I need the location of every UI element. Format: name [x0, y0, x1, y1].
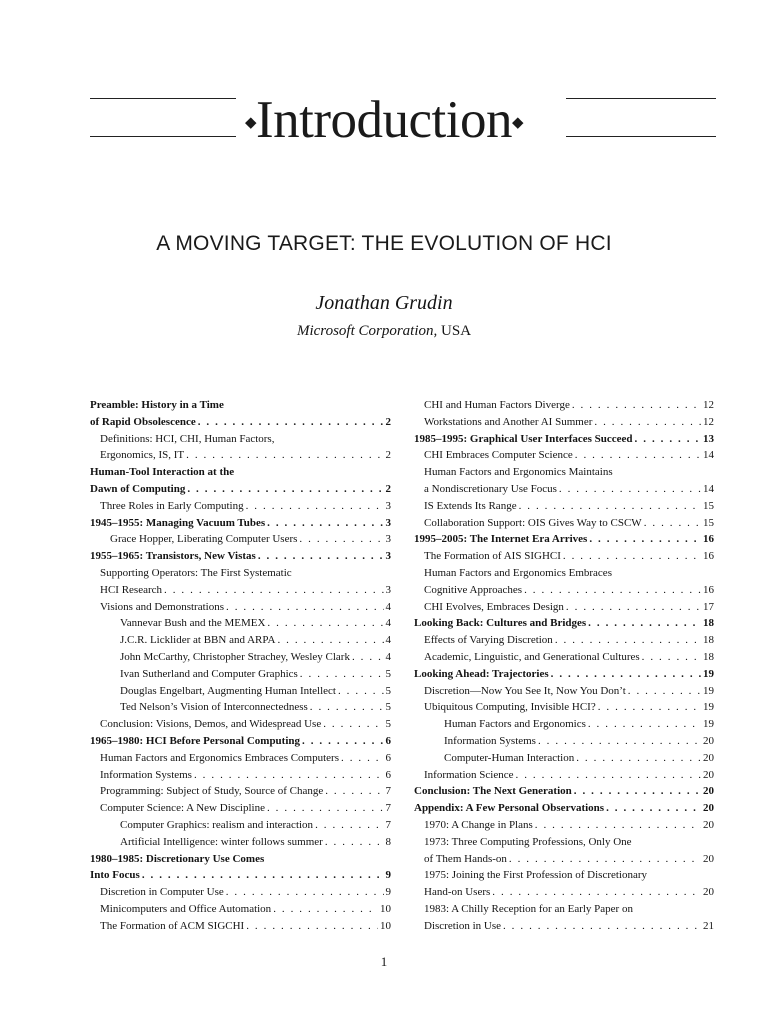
toc-entry-title: Dawn of Computing [90, 482, 186, 495]
toc-dot-leader [535, 817, 701, 834]
toc-dot-leader [538, 733, 701, 750]
toc-entry-page: 8 [385, 835, 391, 848]
toc-entry-page: 20 [703, 852, 714, 865]
toc-entry [90, 683, 391, 700]
toc-entry [90, 867, 391, 884]
toc-entry-page: 12 [703, 415, 714, 428]
toc-dot-leader [589, 531, 701, 548]
chapter-title [0, 82, 768, 163]
toc-entry [414, 884, 714, 901]
toc-entry [414, 582, 714, 599]
toc-entry-title: Information Systems [100, 768, 192, 781]
toc-entry [90, 414, 391, 431]
toc-entry [414, 901, 714, 918]
toc-dot-leader [142, 867, 384, 884]
toc-dot-leader [492, 884, 701, 901]
toc-entry-title: 1983: A Chilly Reception for an Early Paper on [424, 902, 633, 915]
toc-entry [414, 599, 714, 616]
toc-entry-title: Three Roles in Early Computing [100, 499, 244, 512]
toc-dot-leader [198, 414, 384, 431]
toc-entry [414, 397, 714, 414]
toc-entry [414, 918, 714, 935]
affiliation-org: Microsoft Corporation, [296, 323, 438, 339]
toc-entry-title: IS Extends Its Range [424, 499, 517, 512]
toc-entry [414, 615, 714, 632]
toc-entry [90, 531, 391, 548]
toc-dot-leader [277, 632, 383, 649]
toc-entry [90, 498, 391, 515]
toc-dot-leader [273, 901, 378, 918]
toc-entry-page: 18 [703, 617, 714, 630]
toc-entry [90, 699, 391, 716]
toc-entry-title: Douglas Engelbart, Augmenting Human Intellect [120, 684, 336, 697]
toc-entry-page: 7 [385, 818, 391, 831]
toc-entry [414, 733, 714, 750]
toc-dot-leader [606, 800, 701, 817]
toc-entry-page: 2 [385, 482, 391, 495]
toc-entry-title: Into Focus [90, 869, 140, 882]
toc-entry-title: Human-Tool Interaction at the [90, 466, 235, 479]
toc-entry-page: 20 [703, 785, 714, 798]
toc-entry [90, 884, 391, 901]
toc-entry-title: Artificial Intelligence: winter follows summer [120, 835, 323, 848]
toc-entry-title: CHI and Human Factors Diverge [424, 399, 570, 411]
toc-entry [90, 851, 391, 868]
toc-dot-leader [325, 783, 383, 800]
toc-entry [90, 733, 391, 750]
toc-entry-title: Programming: Subject of Study, Source of Change [100, 785, 324, 798]
toc-dot-leader [267, 800, 384, 817]
toc-entry [414, 464, 714, 481]
toc-entry [414, 649, 714, 666]
toc-dot-leader [524, 582, 701, 599]
toc-dot-leader [299, 531, 383, 548]
chapter-subtitle: A MOVING TARGET: THE EVOLUTION OF HCI [156, 232, 612, 255]
toc-entry-page: 2 [385, 415, 391, 428]
toc-entry [414, 699, 714, 716]
chapter-title-text: Introduction [256, 91, 512, 149]
toc-entry-title: 1955–1965: Transistors, New Vistas [90, 550, 256, 563]
toc-entry-page: 17 [703, 600, 714, 613]
toc-entry-title: Effects of Varying Discretion [424, 634, 553, 647]
toc-entry-title: The Formation of AIS SIGHCI [424, 550, 561, 563]
toc-entry-title: Visions and Demonstrations [100, 600, 224, 613]
toc-entry-page: 14 [703, 482, 714, 495]
toc-entry [90, 750, 391, 767]
toc-entry-title: Preamble: History in a Time [90, 399, 224, 411]
toc-entry-page: 5 [385, 684, 391, 697]
toc-entry-page: 9 [385, 869, 391, 882]
toc-entry [90, 615, 391, 632]
toc-dot-leader [642, 649, 701, 666]
toc-entry-page: 5 [385, 718, 391, 731]
toc-dot-leader [194, 767, 384, 784]
toc-entry [414, 834, 714, 851]
toc-dot-leader [341, 750, 384, 767]
toc-entry-title: Collaboration Support: OIS Gives Way to CSCW [424, 516, 642, 529]
toc-entry [414, 548, 714, 565]
toc-entry-title: 1975: Joining the First Profession of Discretionary [424, 869, 648, 882]
toc-dot-leader [516, 767, 702, 784]
toc-dot-leader [555, 632, 701, 649]
toc-dot-leader [258, 548, 384, 565]
toc-dot-leader [338, 683, 384, 700]
toc-entry-page: 4 [385, 634, 391, 647]
toc-dot-leader [323, 716, 383, 733]
toc-entry [414, 716, 714, 733]
toc-dot-leader [302, 733, 383, 750]
toc-entry-title: Human Factors and Ergonomics Embraces [424, 566, 612, 579]
toc-entry-title: Minicomputers and Office Automation [100, 902, 272, 915]
toc-entry-title: 1985–1995: Graphical User Interfaces Succeed [414, 432, 633, 445]
toc-entry [90, 582, 391, 599]
toc-entry-title: 1970: A Change in Plans [424, 818, 533, 831]
toc-entry [414, 414, 714, 431]
toc-dot-leader [267, 515, 383, 532]
toc-dot-leader [575, 447, 701, 464]
toc-entry-title: Ubiquitous Computing, Invisible HCI? [424, 701, 596, 714]
toc-entry-page: 14 [703, 449, 714, 462]
toc-entry [90, 464, 391, 481]
toc-entry-title: Cognitive Approaches [424, 583, 523, 596]
toc-dot-leader [352, 649, 384, 666]
toc-entry-page: 19 [703, 667, 714, 680]
toc-dot-leader [594, 414, 701, 431]
toc-entry [90, 565, 391, 582]
toc-entry-title: 1945–1955: Managing Vacuum Tubes [90, 516, 266, 529]
toc-entry [90, 901, 391, 918]
toc-entry [90, 447, 391, 464]
toc-entry [414, 666, 714, 683]
toc-dot-leader [246, 498, 384, 515]
toc-entry-page: 4 [385, 617, 391, 630]
author-name: Jonathan Grudin [315, 292, 453, 314]
toc-dot-leader [246, 918, 378, 935]
toc-entry [414, 531, 714, 548]
toc-entry-page: 20 [703, 751, 714, 764]
toc-entry-title: of Them Hands-on [424, 852, 507, 865]
toc-entry-title: Workstations and Another AI Summer [424, 415, 593, 428]
toc-column-left [90, 397, 391, 935]
toc-dot-leader [310, 699, 384, 716]
toc-entry-title: The Formation of ACM SIGCHI [100, 919, 245, 932]
toc-entry-page: 18 [703, 634, 714, 647]
toc-entry-title: Discretion in Computer Use [100, 886, 224, 899]
toc-entry [90, 783, 391, 800]
toc-entry-title: Conclusion: Visions, Demos, and Widespread Use [100, 718, 322, 731]
toc-dot-leader [267, 615, 383, 632]
affiliation-country: USA [441, 323, 472, 339]
toc-entry-page: 6 [385, 768, 391, 781]
toc-entry-title: Appendix: A Few Personal Observations [414, 802, 605, 815]
toc-entry [90, 800, 391, 817]
toc-entry [414, 851, 714, 868]
toc-entry-page: 5 [385, 667, 391, 680]
toc-dot-leader [519, 498, 701, 515]
toc-entry-title: a Nondiscretionary Use Focus [424, 482, 557, 495]
toc-entry-page: 20 [703, 768, 714, 781]
toc-entry-page: 15 [703, 499, 714, 512]
toc-entry-page: 20 [703, 802, 714, 815]
toc-entry-page: 2 [385, 449, 391, 462]
toc-entry-title: 1973: Three Computing Professions, Only One [424, 835, 632, 848]
toc-entry [414, 431, 714, 448]
toc-entry-page: 10 [380, 919, 391, 932]
toc-dot-leader [226, 884, 384, 901]
toc-entry-page: 20 [703, 734, 714, 747]
toc-entry [90, 599, 391, 616]
toc-entry-page: 6 [385, 751, 391, 764]
toc-entry-title: Looking Back: Cultures and Bridges [414, 617, 587, 630]
toc-entry-title: of Rapid Obsolescence [90, 415, 196, 428]
toc-dot-leader [644, 515, 701, 532]
toc-dot-leader [559, 481, 701, 498]
toc-dot-leader [315, 817, 383, 834]
toc-entry [414, 867, 714, 884]
toc-entry-title: Definitions: HCI, CHI, Human Factors, [100, 432, 275, 445]
toc-entry-page: 19 [703, 718, 714, 731]
toc-entry-title: Vannevar Bush and the MEMEX [120, 617, 266, 630]
toc-dot-leader [628, 683, 701, 700]
toc-entry [414, 565, 714, 582]
toc-entry-title: Supporting Operators: The First Systematic [100, 566, 292, 579]
toc-dot-leader [563, 548, 701, 565]
toc-dot-leader [574, 783, 701, 800]
toc-entry [90, 632, 391, 649]
toc-entry [90, 515, 391, 532]
toc-entry-page: 3 [385, 533, 391, 546]
toc-entry [414, 447, 714, 464]
toc-dot-leader [576, 750, 701, 767]
toc-dot-leader [503, 918, 701, 935]
toc-entry-title: Hand-on Users [424, 886, 491, 899]
toc-entry-page: 19 [703, 684, 714, 697]
toc-dot-leader [226, 599, 384, 616]
toc-entry-title: Looking Ahead: Trajectories [414, 667, 549, 680]
toc-entry-page: 5 [385, 701, 391, 714]
toc-entry-title: Ergonomics, IS, IT [100, 449, 185, 462]
toc-entry [90, 767, 391, 784]
diamond-ornament-right-icon: ◆ [512, 114, 524, 131]
toc-entry-title: Information Science [424, 768, 514, 781]
toc-entry-page: 20 [703, 818, 714, 831]
toc-entry-title: Discretion in Use [424, 919, 501, 932]
toc-entry [90, 716, 391, 733]
toc-entry-page: 13 [703, 432, 714, 445]
toc-entry-page: 3 [385, 583, 391, 596]
toc-entry-page: 7 [385, 785, 391, 798]
toc-entry [90, 397, 391, 414]
toc-entry [414, 817, 714, 834]
toc-entry-title: Human Factors and Ergonomics Embraces Computers [100, 751, 339, 764]
toc-entry [90, 481, 391, 498]
toc-entry [90, 666, 391, 683]
toc-entry-page: 20 [703, 886, 714, 899]
toc-entry-title: Grace Hopper, Liberating Computer Users [110, 533, 298, 546]
toc-dot-leader [635, 431, 701, 448]
toc-dot-leader [186, 447, 383, 464]
toc-entry-page: 7 [385, 802, 391, 815]
toc-entry-title: 1965–1980: HCI Before Personal Computing [90, 734, 301, 747]
toc-entry-page: 15 [703, 516, 714, 529]
toc-entry-page: 18 [703, 650, 714, 663]
toc-entry-page: 3 [385, 516, 391, 529]
toc-entry-page: 4 [385, 600, 391, 613]
toc-entry-page: 4 [385, 650, 391, 663]
toc-dot-leader [164, 582, 383, 599]
toc-dot-leader [598, 699, 701, 716]
toc-dot-leader [551, 666, 701, 683]
toc-dot-leader [572, 397, 701, 414]
toc-entry-title: CHI Embraces Computer Science [424, 449, 573, 462]
toc-entry-title: 1980–1985: Discretionary Use Comes [90, 852, 265, 865]
toc-entry-title: Academic, Linguistic, and Generational Cultures [424, 650, 640, 663]
toc-entry-title: Conclusion: The Next Generation [414, 785, 572, 798]
toc-entry-page: 16 [703, 550, 714, 563]
toc-entry [414, 481, 714, 498]
toc-entry-title: Computer Science: A New Discipline [100, 802, 265, 815]
toc-entry-title: Human Factors and Ergonomics [444, 718, 586, 731]
toc-entry [90, 817, 391, 834]
toc-entry [90, 834, 391, 851]
toc-dot-leader [588, 716, 701, 733]
diamond-ornament-left-icon: ◆ [244, 114, 256, 131]
toc-column-right [414, 397, 714, 935]
toc-entry [414, 750, 714, 767]
toc-entry [90, 918, 391, 935]
toc-entry-title: Human Factors and Ergonomics Maintains [424, 466, 613, 479]
toc-entry-page: 16 [703, 533, 714, 546]
toc-entry-page: 10 [380, 902, 391, 915]
toc-dot-leader [588, 615, 701, 632]
toc-entry [90, 649, 391, 666]
toc-entry-title: J.C.R. Licklider at BBN and ARPA [120, 634, 276, 647]
toc-entry-page: 3 [385, 499, 391, 512]
toc-entry-title: HCI Research [100, 583, 163, 596]
toc-entry-page: 19 [703, 701, 714, 714]
toc-entry-title: Computer Graphics: realism and interaction [120, 818, 314, 831]
toc-entry-page: 3 [385, 550, 391, 563]
toc-entry [414, 800, 714, 817]
toc-entry [414, 767, 714, 784]
toc-entry [414, 632, 714, 649]
toc-entry-title: John McCarthy, Christopher Strachey, Wesley Clark [120, 650, 350, 663]
toc-entry [414, 498, 714, 515]
toc-dot-leader [509, 851, 701, 868]
toc-entry-title: Discretion—Now You See It, Now You Don’t [424, 684, 626, 697]
toc-entry [90, 431, 391, 448]
toc-entry-title: CHI Evolves, Embraces Design [424, 600, 564, 613]
toc-entry-title: Computer-Human Interaction [444, 751, 575, 764]
toc-entry-title: Information Systems [444, 734, 536, 747]
toc-dot-leader [187, 481, 383, 498]
toc-entry-page: 16 [703, 583, 714, 596]
toc-entry-page: 6 [385, 734, 391, 747]
author-affiliation [0, 320, 768, 342]
page-number: 1 [380, 954, 388, 969]
toc-entry-page: 21 [703, 919, 714, 932]
toc-entry [414, 515, 714, 532]
toc-entry-page: 12 [703, 399, 714, 411]
toc-entry [414, 683, 714, 700]
toc-entry [414, 783, 714, 800]
toc-entry-title: Ted Nelson’s Vision of Interconnectedness [120, 701, 308, 714]
toc-dot-leader [325, 834, 384, 851]
toc-dot-leader [300, 666, 384, 683]
toc-entry-title: Ivan Sutherland and Computer Graphics [120, 667, 298, 680]
toc-entry [90, 548, 391, 565]
toc-dot-leader [566, 599, 701, 616]
toc-entry-page: 9 [385, 886, 391, 899]
toc-entry-title: 1995–2005: The Internet Era Arrives [414, 533, 588, 546]
